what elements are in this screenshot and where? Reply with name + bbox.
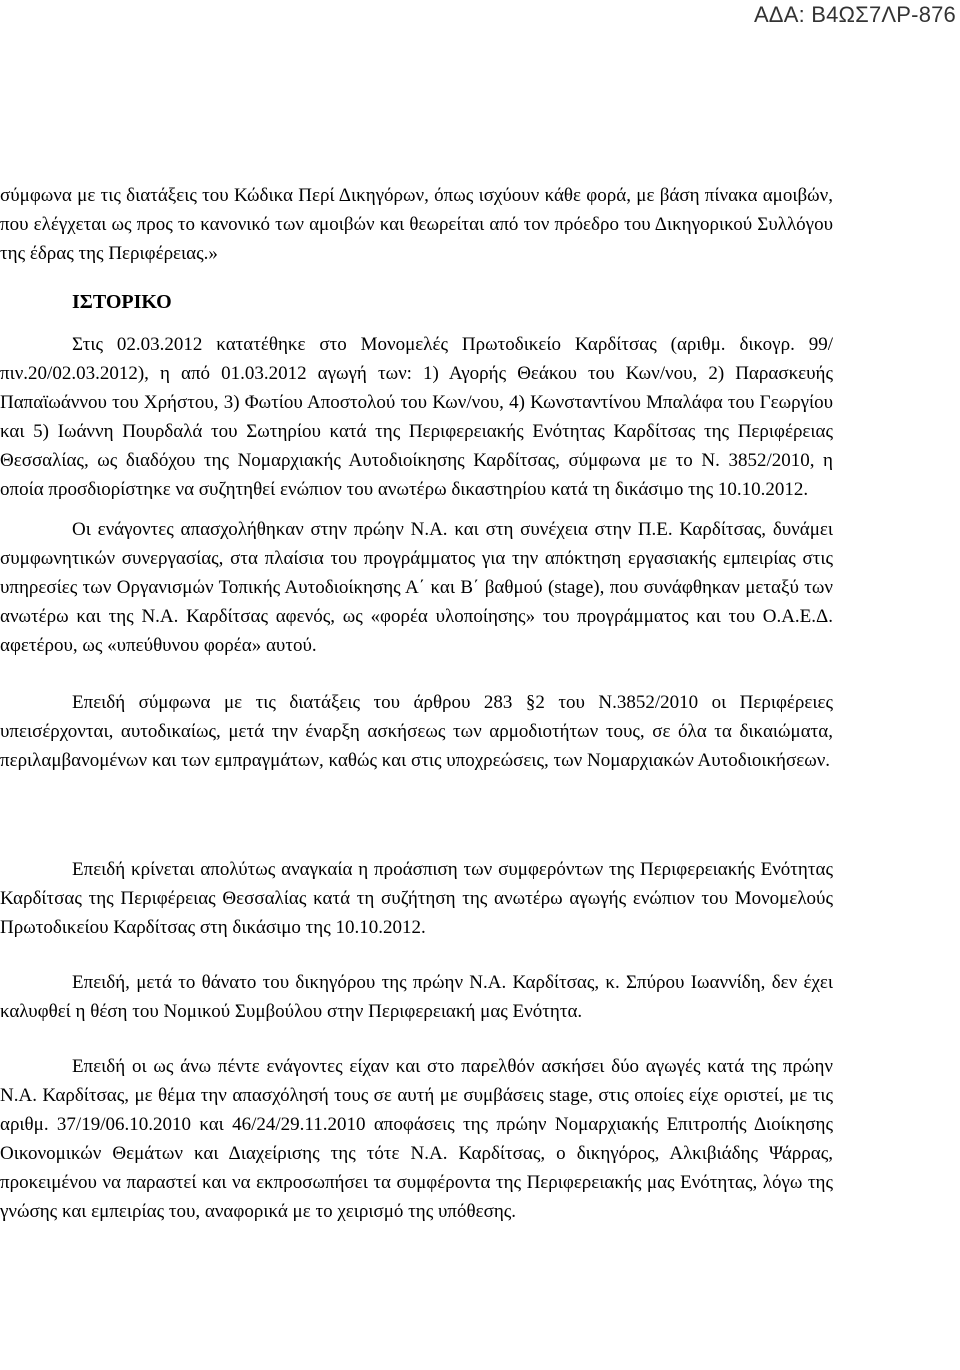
section-heading: ΙΣΤΟΡΙΚΟ <box>72 291 172 313</box>
paragraph-previous-suits: Επειδή οι ως άνω πέντε ενάγοντες είχαν και στο παρελθόν ασκήσει δύο αγωγές κατά της πρώην Ν.Α. Καρδίτσας, με θέμα την απασχόλησή τους σε αυτή με συμβάσεις stage, στις οποίες είχε οριστεί, με τις αριθμ. 37/19/06.10.2010 και 46/24/29.11.2010 αποφάσεις της πρώην Νομαρχιακής Επιτροπής Διοίκησης Οικονομικών Θεμάτων και Διαχείρισης της τότε Ν.Α. Καρδίτσας, ο δικηγόρος, Αλκιβιάδης Ψάρρας, προκειμένου να παραστεί και να εκπροσωπήσει τα συμφέροντα της Περιφερειακής μας Ενότητας, λόγω της γνώσης και εμπειρίας του, αναφορικά με το χειρισμό της υπόθεσης. <box>0 1056 833 1222</box>
paragraph-lawyer: Επειδή, μετά το θάνατο του δικηγόρου της πρώην Ν.Α. Καρδίτσας, κ. Σπύρου Ιωαννίδη, δεν έχει καλυφθεί η θέση του Νομικού Συμβούλου στην Περιφερειακή μας Ενότητα. <box>0 972 833 1022</box>
ada-code: ΑΔΑ: Β4ΩΣ7ΛΡ-876 <box>753 2 956 27</box>
paragraph-continuation: σύμφωνα με τις διατάξεις του Κώδικα Περί Δικηγόρων, όπως ισχύουν κάθε φορά, με βάση πίνακα αμοιβών, που ελέγχεται ως προς το κανονικό των αμοιβών και θεωρείται από τον πρόεδρο του Δικηγορικού Συλλόγου της έδρας της Περιφέρειας.» <box>0 185 833 264</box>
paragraph-plaintiffs: Οι ενάγοντες απασχολήθηκαν στην πρώην Ν.Α. και στη συνέχεια στην Π.Ε. Καρδίτσας, δυνάμει συμφωνητικών συνεργασίας, στα πλαίσια του προγράμματος για την απόκτηση εργασιακής εμπειρίας στις υπηρεσίες των Οργανισμών Τοπικής Αυτοδιοίκησης Α΄ και Β΄ βαθμού (stage), που συνάφθηκαν μεταξύ των ανωτέρω και της Ν.Α. Καρδίτσας αφενός, ως «φορέα υλοποίησης» του προγράμματος και του Ο.Α.Ε.Δ. αφετέρου, ως «υπεύθυνου φορέα» αυτού. <box>0 519 833 656</box>
paragraph-law: Επειδή σύμφωνα με τις διατάξεις του άρθρου 283 §2 του Ν.3852/2010 οι Περιφέρειες υπεισέρχονται, αυτοδικαίως, μετά την έναρξη ασκήσεως των αρμοδιοτήτων τους, σε όλα τα δικαιώματα, περιλαμβανομένων και των εμπραγμάτων, καθώς και στις υποχρεώσεις, των Νομαρχιακών Αυτοδιοικήσεων. <box>0 692 833 771</box>
document-body <box>0 181 833 1226</box>
paragraph-history: Στις 02.03.2012 κατατέθηκε στο Μονομελές Πρωτοδικείο Καρδίτσας (αριθμ. δικογρ. 99/πιν.20/02.03.2012), η από 01.03.2012 αγωγή των: 1) Αγορής Θεάκου του Κων/νου, 2) Παρασκευής Παπαϊωάννου του Χρήστου, 3) Φωτίου Αποστολού του Κων/νου, 4) Κωνσταντίνου Μπαλάφα του Γεωργίου και 5) Ιωάννη Πουρδαλά του Σωτηρίου κατά της Περιφερειακής Ενότητας Καρδίτσας της Περιφέρειας Θεσσαλίας, ως διαδόχου της Νομαρχιακής Αυτοδιοίκησης Καρδίτσας, σύμφωνα με το Ν. 3852/2010, η οποία προσδιορίστηκε να συζητηθεί ενώπιον του ανωτέρω δικαστηρίου κατά τη δικάσιμο της 10.10.2012. <box>0 334 833 500</box>
paragraph-necessity: Επειδή κρίνεται απολύτως αναγκαία η προάσπιση των συμφερόντων της Περιφερειακής Ενότητας Καρδίτσας της Περιφέρειας Θεσσαλίας κατά τη συζήτηση της ανωτέρω αγωγής ενώπιον του Μονομελούς Πρωτοδικείου Καρδίτσας στη δικάσιμο της 10.10.2012. <box>0 859 833 938</box>
